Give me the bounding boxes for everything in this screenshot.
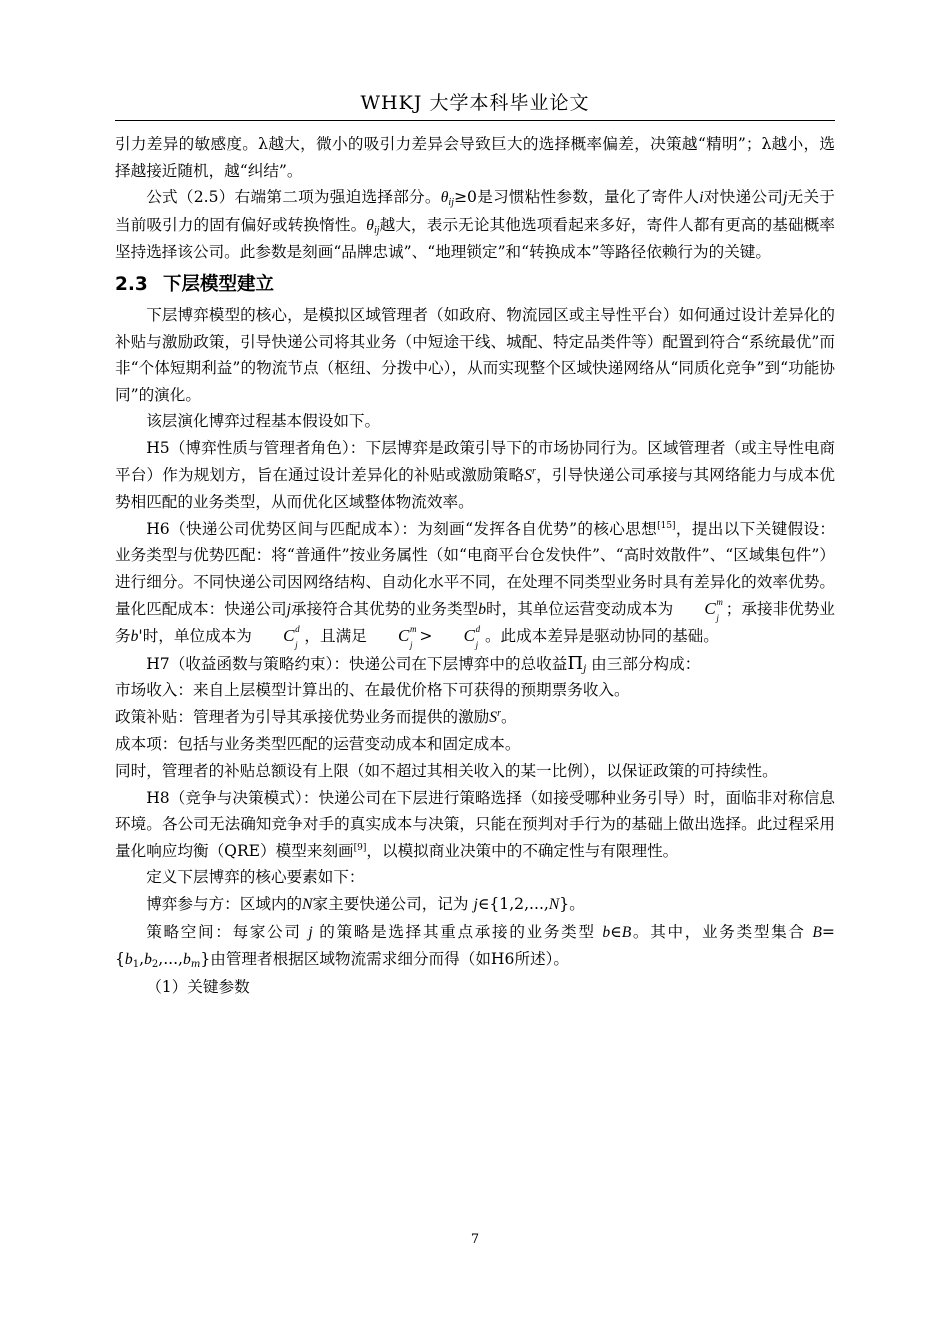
list-item-market-revenue: 市场收入：来自上层模型计算出的、在最优价格下可获得的预期票务收入。 [115,681,630,700]
paragraph-participants: 博弈参与方：区域内的N家主要快递公司，记为 j∈{1,2,...,N}。 [146,895,585,914]
citation-9[interactable]: [9] [353,842,367,853]
paragraph-habit: 公式（2.5）右端第二项为强迫选择部分。$\theta_{ij}\ge 0$是习惯粘性参数，量化了寄件人i对快递公司j无关于当前吸引力的固有偏好或转换惰性。$\theta_{ij}$越大，表示无论其他选项看起来多好，寄件人都有更高的基础概率坚持选择该公司。此参数是刻画“品牌忠诚”、“地理锁定”和“转换成本”等路径依赖行为的关键。 [115,188,835,262]
assumption-h6: H6（快递公司优势区间与匹配成本）：为刻画“发挥各自优势”的核心思想[15]，提出以下关键假设：业务类型与优势匹配：将“普通件”按业务属性（如“电商平台仓发快件”、“高时效散件”、“区域集包件”）进行细分。不同快递公司因网络结构、自动化水平不同，在处理不同类型业务时具有差异化的效率优势。量化匹配成本：快递公司j承接符合其优势的业务类型b时，其单位运营变动成本为 C m j ；承接非优势业务b'时，单位成本为 C d j ，且满足 C m j > C d j 。此成本差异是驱动协同的基础。 [115,519,835,651]
section-number: 2.3 [115,273,148,295]
header-rule [115,120,835,121]
list-item-cost: 成本项：包括与业务类型匹配的运营变动成本和固定成本。 [115,735,521,754]
paragraph-core: 下层博弈模型的核心，是模拟区域管理者（如政府、物流园区或主导性平台）如何通过设计差异化的补贴与激励政策，引导快递公司将其业务（中短途干线、城配、特定品类件等）配置到符合“系统最优”而非“个体短期利益”的物流节点（枢纽、分拨中心），从而实现整个区域快递网络从“同质化竞争”到“功能协同”的演化。 [115,305,835,404]
assumption-h5: H5（博弈性质与管理者角色）：下层博弈是政策引导下的市场协同行为。区域管理者（或主导性电商平台）作为规划方，旨在通过设计差异化的补贴或激励策略$S^r$，引导快递公司承接与其网络能力与成本优势相匹配的业务类型，从而优化区域整体物流效率。 [115,438,835,512]
citation-15[interactable]: [15] [657,520,676,531]
list-item-policy-subsidy: 政策补贴：管理者为引导其承接优势业务而提供的激励$S^r$。 [115,707,517,726]
paragraph-lambda: 引力差异的敏感度。λ越大，微小的吸引力差异会导致巨大的选择概率偏差，决策越“精明”；λ越小，选择越接近随机，越“纠结”。 [115,135,835,180]
body-text [115,131,835,1000]
section-heading [115,270,835,300]
paragraph-definition-intro: 定义下层博弈的核心要素如下： [146,868,365,887]
page [115,88,835,1000]
paragraph-assumptions-intro: 该层演化博弈过程基本假设如下。 [146,412,381,431]
subheading-key-parameters: （1）关键参数 [146,977,250,996]
page-number: 7 [470,1232,480,1247]
assumption-h8: H8（竞争与决策模式）：快递公司在下层进行策略选择（如接受哪种业务引导）时，面临非对称信息环境。各公司无法确知竞争对手的真实成本与决策，只能在预判对手行为的基础上做出选择。此过程采用量化响应均衡（QRE）模型来刻画[9]，以模拟商业决策中的不确定性与有限理性。 [115,788,835,860]
section-title: 下层模型建立 [163,273,275,295]
paragraph-strategy-space: 策略空间：每家公司 j 的策略是选择其重点承接的业务类型 b∈B。其中，业务类型集合 $B=\{b_1,b_2,...,b_m\}$由管理者根据区域物流需求细分而得（如H6所述）。 [115,922,835,971]
assumption-h7: H7（收益函数与策略约束）：快递公司在下层博弈中的总收益$\Pi_j$ 由三部分构成： [146,652,701,675]
paragraph-subsidy-cap: 同时，管理者的补贴总额设有上限（如不超过其相关收入的某一比例），以保证政策的可持续性。 [115,762,778,781]
running-header: WHKJ 大学本科毕业论文 [360,92,590,114]
